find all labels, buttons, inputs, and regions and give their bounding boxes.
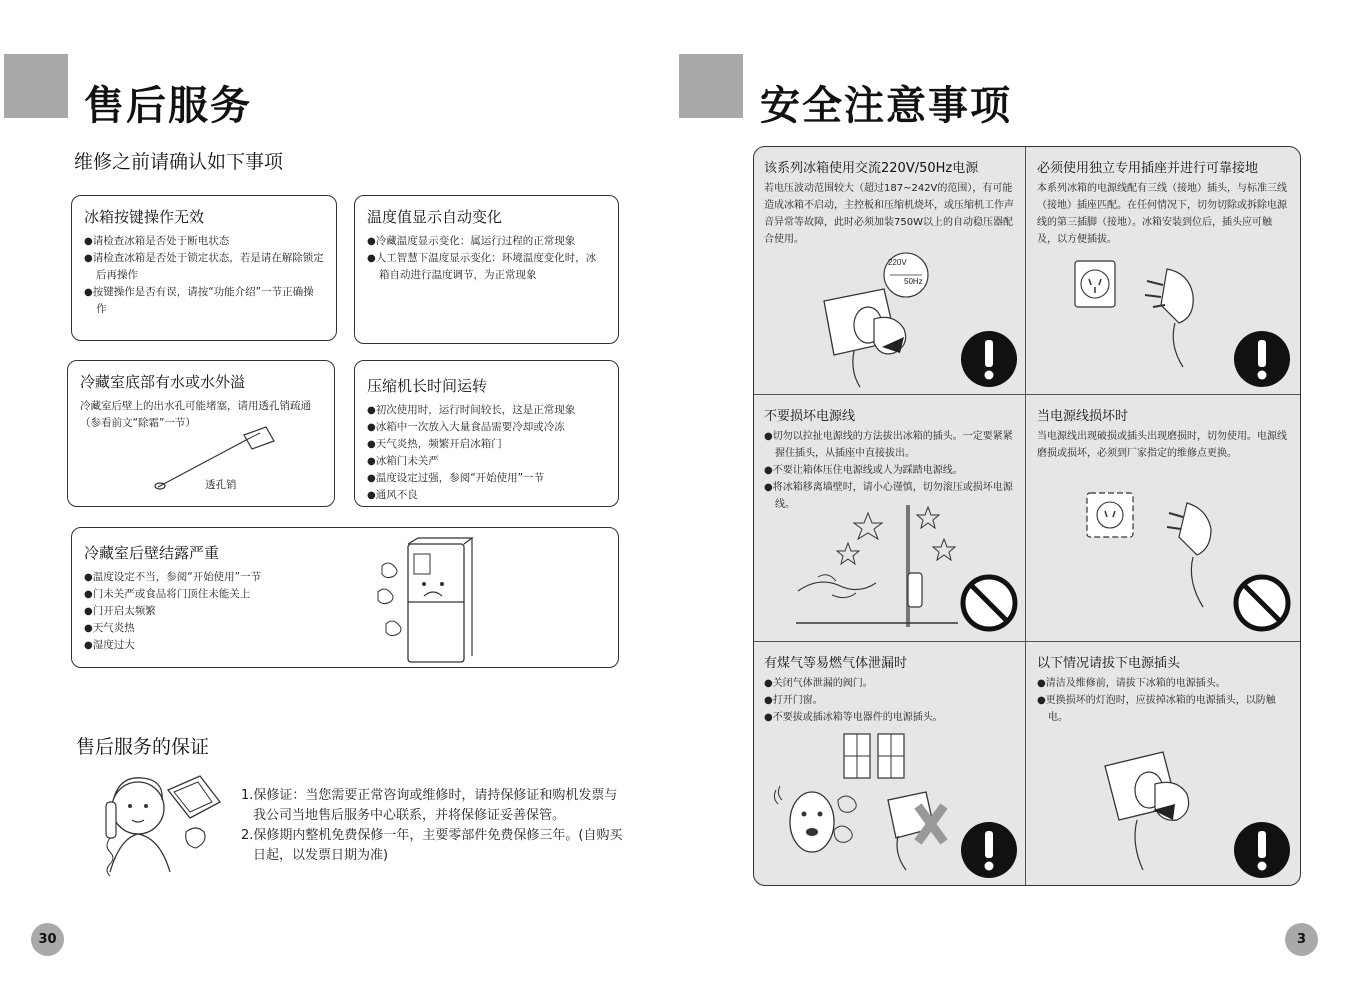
cell-title: 当电源线损坏时 — [1037, 409, 1129, 424]
list-item: ● 湿度过大 — [84, 637, 606, 654]
safety-cell-unplug — [1027, 642, 1299, 886]
frequency-label: 50Hz — [904, 277, 923, 286]
card-title: 温度值显示自动变化 — [367, 208, 503, 226]
list-item: ● 清洁及维修前，请拔下冰箱的电源插头。 — [1037, 675, 1289, 692]
cell-text: 若电压波动范围较大（超过187~242V的范围），有可能造成冰箱不启动，主控板和压缩机烧坏，或压缩机工作声音异常等故障，此时必须加装750W以上的自动稳压器配合使用。 — [764, 183, 1014, 245]
cell-title: 必须使用独立专用插座并进行可靠接地 — [1037, 161, 1259, 176]
guarantee-item: 1.保修证：当您需要正常咨询或维修时，请持保修证和购机发票与我公司当地售后服务中心联系，并将保修证妥善保管。 — [241, 788, 618, 823]
card-button-invalid — [71, 195, 337, 341]
list-item: ● 不要让箱体压住电源线或人为踩踏电源线。 — [764, 462, 1016, 479]
guarantee-item: 2.保修期内整机免费保修一年，主要零部件免费保修三年。(自购买日起，以发票日期为准) — [241, 828, 623, 863]
guarantee-heading: 售后服务的保证 — [76, 736, 210, 758]
unplug-illustration — [1097, 746, 1227, 876]
gas-leak-illustration — [768, 730, 958, 880]
list-item: ● 更换损坏的灯泡时，应拔掉冰箱的电源插头，以防触电。 — [1037, 692, 1289, 726]
list-item: ● 天气炎热，频繁开启冰箱门 — [367, 436, 606, 453]
card-condensation — [71, 527, 619, 668]
list-item: ● 人工智慧下温度显示变化：环境温度变化时，冰箱自动进行温度调节，为正常现象 — [367, 250, 606, 284]
cell-title: 有煤气等易燃气体泄漏时 — [764, 656, 908, 671]
prohibited-icon — [959, 573, 1019, 633]
list-item: ● 切勿以拉扯电源线的方法拔出冰箱的插头。一定要紧紧握住插头，从插座中直接拔出。 — [764, 428, 1016, 462]
exclamation-icon — [959, 820, 1019, 880]
list-item: ● 按键操作是否有误，请按“功能介绍”一节正确操作 — [84, 284, 324, 318]
list-item: ● 通风不良 — [367, 487, 606, 504]
guarantee-list — [241, 786, 627, 866]
card-title: 冷藏室底部有水或水外溢 — [80, 373, 246, 391]
list-item: ● 温度设定不当，参阅“开始使用”一节 — [84, 569, 606, 586]
list-item: ● 门未关严或食品将门顶住未能关上 — [84, 586, 606, 603]
cell-title: 以下情况请拔下电源插头 — [1037, 656, 1181, 671]
list-item: ● 不要拔或插冰箱等电器件的电源插头。 — [764, 709, 1016, 726]
card-title: 冰箱按键操作无效 — [84, 208, 205, 226]
exclamation-icon — [959, 329, 1019, 389]
voltage-label: 220V — [888, 258, 907, 267]
safety-cell-cord-broken — [1027, 395, 1299, 642]
plug-socket-illustration — [814, 251, 964, 391]
list-item: ● 将冰箱移离墙壁时，请小心谨慎，切勿滚压或损坏电源线。 — [764, 479, 1016, 513]
page-number-left: 30 — [31, 923, 64, 956]
safety-cell-gas-leak — [754, 642, 1026, 886]
prohibited-icon — [1232, 573, 1292, 633]
list-item: ● 关闭气体泄漏的阀门。 — [764, 675, 1016, 692]
title-block-right — [679, 54, 743, 118]
damaged-plug-illustration — [1077, 487, 1237, 617]
list-item: ● 初次使用时，运行时间较长，这是正常现象 — [367, 402, 606, 419]
exclamation-icon — [1232, 329, 1292, 389]
card-compressor — [354, 360, 619, 507]
cell-title: 不要损坏电源线 — [764, 409, 856, 424]
title-block-left — [4, 54, 68, 118]
card-temp-display — [354, 195, 619, 344]
cell-text: 本系列冰箱的电源线配有三线（接地）插头，与标准三线（接地）插座匹配。在任何情况下，切勿切除或拆除电源线的第三插脚（接地）。冰箱安装到位后，插头应可触及，以方便插拔。 — [1037, 183, 1287, 245]
cell-title: 该系列冰箱使用交流220V/50Hz电源 — [764, 161, 979, 176]
phone-man-illustration — [90, 762, 240, 882]
exclamation-icon — [1232, 820, 1292, 880]
list-item: ● 门开启太频繁 — [84, 603, 606, 620]
page-number-right: 3 — [1285, 923, 1318, 956]
list-item: ● 请检查冰箱是否处于锁定状态，若是请在解除锁定后再操作 — [84, 250, 324, 284]
card-water-overflow — [67, 360, 335, 507]
page-title-left: 售后服务 — [84, 83, 252, 129]
list-item: ● 冰箱门未关严 — [367, 453, 606, 470]
list-item: ● 打开门窗。 — [764, 692, 1016, 709]
safety-cell-grounding — [1027, 147, 1299, 394]
card-title: 压缩机长时间运转 — [367, 377, 488, 395]
safety-cell-power-supply — [754, 147, 1026, 394]
crushed-cord-illustration — [788, 503, 968, 633]
list-item: ● 温度设定过强，参阅“开始使用”一节 — [367, 470, 606, 487]
grounded-plug-illustration — [1067, 255, 1217, 375]
list-item: ● 冷藏温度显示变化：属运行过程的正常现象 — [367, 233, 606, 250]
safety-cell-cord-damage — [754, 395, 1026, 642]
pin-label: 透孔销 — [205, 479, 237, 491]
page-title-right: 安全注意事项 — [760, 83, 1012, 129]
check-heading: 维修之前请确认如下事项 — [74, 151, 284, 173]
list-item: ● 冰箱中一次放入大量食品需要冷却或冷冻 — [367, 419, 606, 436]
list-item: ● 请检查冰箱是否处于断电状态 — [84, 233, 324, 250]
sweating-fridge-illustration — [372, 536, 482, 666]
cell-text: 当电源线出现破损或插头出现磨损时，切勿使用。电源线磨损或损坏，必须到厂家指定的维修点更换。 — [1037, 431, 1287, 459]
safety-panel — [753, 146, 1301, 886]
card-text: 冷藏室后壁上的出水孔可能堵塞，请用透孔销疏通（参看前文“除霜”一节） — [80, 400, 311, 429]
list-item: ● 天气炎热 — [84, 620, 606, 637]
card-title: 冷藏室后壁结露严重 — [84, 544, 220, 562]
